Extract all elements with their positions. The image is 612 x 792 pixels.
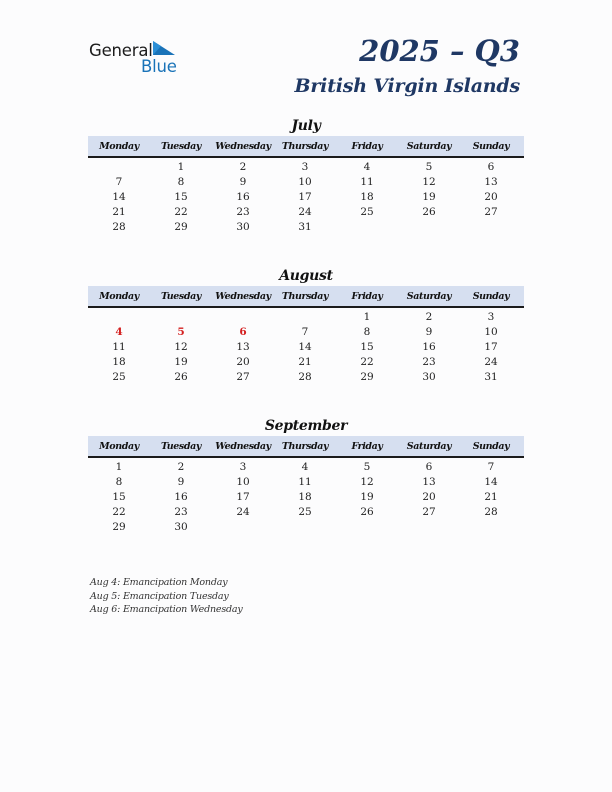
week-row	[88, 204, 524, 219]
week-row	[88, 489, 524, 504]
day-cell: 11	[298, 475, 312, 488]
weekday-label: Sunday	[472, 140, 510, 152]
month-title: July	[291, 118, 321, 134]
day-cell: 14	[112, 190, 126, 203]
month-title: September	[264, 418, 348, 434]
day-cell: 24	[484, 355, 498, 368]
holiday-notes	[90, 576, 243, 617]
weekday-label: Saturday	[406, 440, 452, 452]
weekday-label: Thursday	[281, 440, 329, 452]
day-cell: 14	[298, 340, 312, 353]
day-cell: 15	[174, 190, 188, 203]
day-cell: 2	[177, 460, 185, 473]
day-cell: 12	[174, 340, 188, 353]
day-cell: 27	[422, 505, 436, 518]
day-cell: 24	[298, 205, 312, 218]
country-title: British Virgin Islands	[294, 75, 520, 97]
day-cell: 5	[363, 460, 371, 473]
weekday-label: Monday	[99, 290, 139, 302]
day-cell: 10	[236, 475, 250, 488]
day-cell: 5	[177, 325, 185, 338]
day-cell: 20	[236, 355, 250, 368]
month-july	[88, 116, 524, 234]
day-cell: 19	[422, 190, 436, 203]
day-cell: 31	[298, 220, 312, 233]
day-cell: 1	[177, 160, 185, 173]
week-row	[88, 159, 524, 174]
weekday-label: Wednesday	[215, 440, 271, 452]
day-cell: 8	[115, 475, 123, 488]
week-row	[88, 219, 524, 234]
weekday-label: Thursday	[281, 290, 329, 302]
day-cell: 22	[360, 355, 374, 368]
day-cell: 26	[360, 505, 374, 518]
day-cell: 7	[115, 175, 123, 188]
day-cell: 26	[174, 370, 188, 383]
day-cell: 9	[425, 325, 433, 338]
day-cell: 10	[298, 175, 312, 188]
week-row	[88, 459, 524, 474]
day-cell: 18	[112, 355, 126, 368]
weekday-label: Tuesday	[160, 440, 201, 452]
holiday-note: Aug 6: Emancipation Wednesday	[90, 604, 243, 615]
day-cell: 3	[487, 310, 495, 323]
day-cell: 14	[484, 475, 498, 488]
day-cell: 23	[422, 355, 436, 368]
day-cell: 29	[112, 520, 126, 533]
day-cell: 21	[112, 205, 126, 218]
day-cell: 21	[298, 355, 312, 368]
day-cell: 2	[425, 310, 433, 323]
weekday-label: Friday	[351, 440, 383, 452]
week-row	[88, 474, 524, 489]
day-cell: 12	[422, 175, 436, 188]
day-cell: 9	[239, 175, 247, 188]
day-cell: 6	[425, 460, 433, 473]
day-cell: 3	[301, 160, 309, 173]
weekday-label: Thursday	[281, 140, 329, 152]
weekday-label: Monday	[99, 440, 139, 452]
weekday-header	[88, 286, 524, 308]
day-cell: 9	[177, 475, 185, 488]
day-cell: 17	[298, 190, 312, 203]
weekday-label: Saturday	[406, 140, 452, 152]
day-cell: 25	[360, 205, 374, 218]
day-cell: 22	[112, 505, 126, 518]
day-cell: 28	[484, 505, 498, 518]
weekday-label: Friday	[351, 140, 383, 152]
day-cell: 29	[174, 220, 188, 233]
weekday-label: Tuesday	[160, 290, 201, 302]
day-cell: 17	[236, 490, 250, 503]
day-cell: 2	[239, 160, 247, 173]
weekday-label: Monday	[99, 140, 139, 152]
week-row	[88, 189, 524, 204]
day-cell: 28	[298, 370, 312, 383]
day-cell: 27	[236, 370, 250, 383]
weekday-label: Wednesday	[215, 140, 271, 152]
weekday-label: Sunday	[472, 290, 510, 302]
day-cell: 12	[360, 475, 374, 488]
day-cell: 30	[422, 370, 436, 383]
day-cell: 13	[422, 475, 436, 488]
week-row	[88, 174, 524, 189]
day-cell: 25	[298, 505, 312, 518]
day-cell: 3	[239, 460, 247, 473]
weekday-label: Friday	[351, 290, 383, 302]
day-cell: 16	[174, 490, 188, 503]
day-cell: 21	[484, 490, 498, 503]
month-september	[88, 416, 524, 534]
weekday-label: Wednesday	[215, 290, 271, 302]
week-row	[88, 519, 524, 534]
day-cell: 23	[236, 205, 250, 218]
day-cell: 5	[425, 160, 433, 173]
day-cell: 28	[112, 220, 126, 233]
day-cell: 22	[174, 205, 188, 218]
week-row	[88, 354, 524, 369]
day-cell: 7	[487, 460, 495, 473]
week-row	[88, 369, 524, 384]
day-cell: 1	[115, 460, 123, 473]
week-row	[88, 339, 524, 354]
day-cell: 18	[298, 490, 312, 503]
day-cell: 29	[360, 370, 374, 383]
day-cell: 16	[236, 190, 250, 203]
day-cell: 7	[301, 325, 309, 338]
logo	[89, 41, 189, 77]
day-cell: 30	[236, 220, 250, 233]
logo-triangle-icon	[153, 41, 175, 57]
week-row	[88, 504, 524, 519]
month-title: August	[279, 268, 333, 284]
weekday-label: Saturday	[406, 290, 452, 302]
page-title: 2025 – Q3	[359, 34, 520, 68]
day-cell: 4	[363, 160, 371, 173]
weekday-label: Tuesday	[160, 140, 201, 152]
day-cell: 18	[360, 190, 374, 203]
day-cell: 13	[484, 175, 498, 188]
day-cell: 26	[422, 205, 436, 218]
day-cell: 6	[239, 325, 247, 338]
day-cell: 8	[177, 175, 185, 188]
day-cell: 19	[174, 355, 188, 368]
day-cell: 4	[115, 325, 123, 338]
day-cell: 11	[360, 175, 374, 188]
weeks	[88, 459, 524, 534]
day-cell: 1	[363, 310, 371, 323]
month-august	[88, 266, 524, 384]
holiday-note: Aug 4: Emancipation Monday	[90, 577, 228, 588]
day-cell: 20	[422, 490, 436, 503]
day-cell: 30	[174, 520, 188, 533]
weekday-label: Sunday	[472, 440, 510, 452]
day-cell: 23	[174, 505, 188, 518]
day-cell: 13	[236, 340, 250, 353]
day-cell: 27	[484, 205, 498, 218]
weekday-header	[88, 136, 524, 158]
day-cell: 15	[360, 340, 374, 353]
day-cell: 31	[484, 370, 498, 383]
day-cell: 20	[484, 190, 498, 203]
day-cell: 6	[487, 160, 495, 173]
logo-text-general: General	[89, 41, 153, 60]
day-cell: 11	[112, 340, 126, 353]
day-cell: 25	[112, 370, 126, 383]
day-cell: 10	[484, 325, 498, 338]
day-cell: 17	[484, 340, 498, 353]
week-row	[88, 324, 524, 339]
day-cell: 8	[363, 325, 371, 338]
week-row	[88, 309, 524, 324]
day-cell: 16	[422, 340, 436, 353]
weeks	[88, 309, 524, 384]
day-cell: 4	[301, 460, 309, 473]
weekday-header	[88, 436, 524, 458]
day-cell: 19	[360, 490, 374, 503]
day-cell: 15	[112, 490, 126, 503]
logo-text-blue: Blue	[141, 57, 177, 76]
weeks	[88, 159, 524, 234]
holiday-note: Aug 5: Emancipation Tuesday	[90, 590, 229, 602]
day-cell: 24	[236, 505, 250, 518]
